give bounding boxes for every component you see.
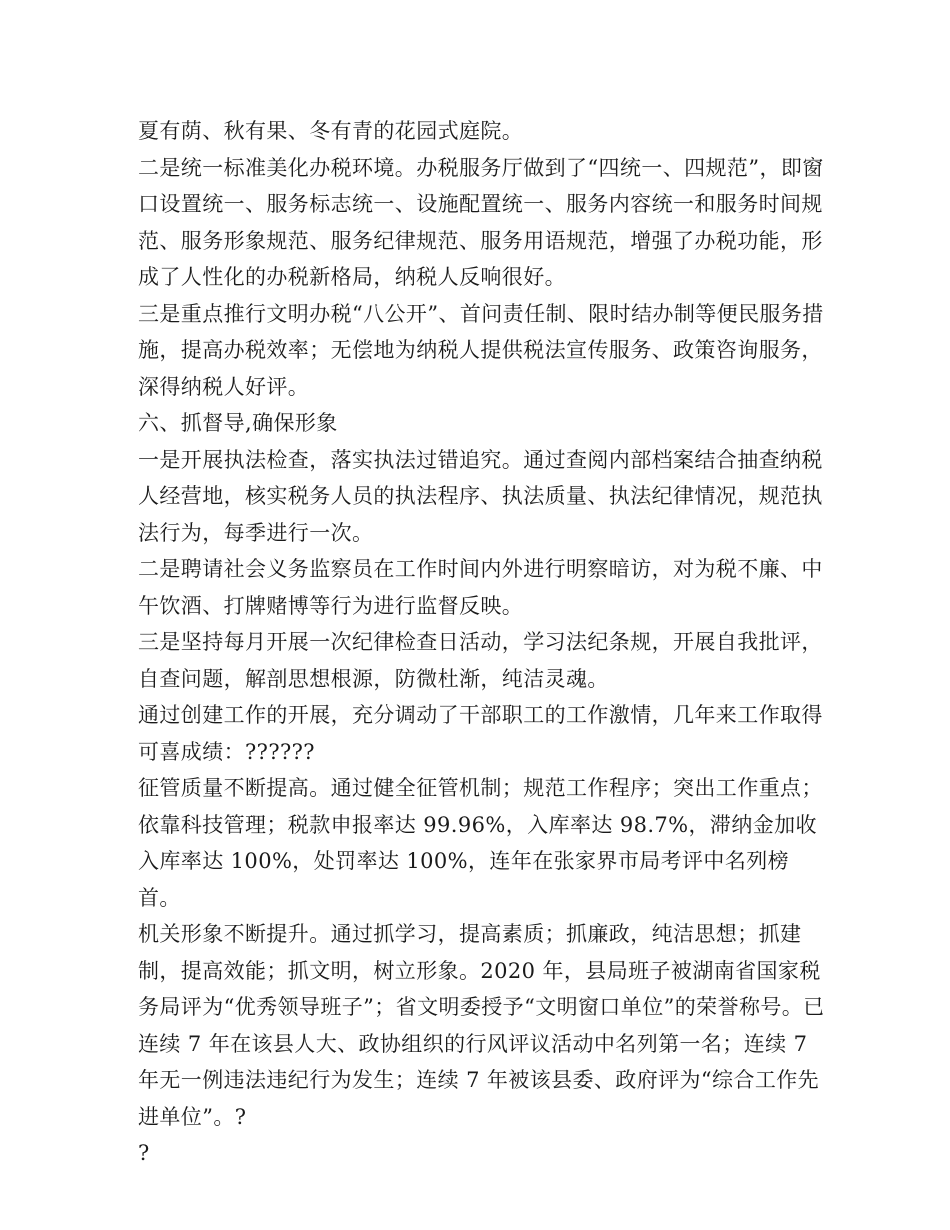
paragraph-discipline-day: 三是坚持每月开展一次纪律检查日活动，学习法纪条规，开展自我批评，自查问题，解剖思想根源，防微杜渐，纯洁灵魂。 bbox=[138, 630, 823, 691]
paragraph-agency-image: 机关形象不断提升。通过抓学习，提高素质；抓廉政，纯洁思想；抓建制，提高效能；抓文明，树立形象。2020 年，县局班子被湖南省国家税务局评为“优秀领导班子”；省文明委授予“文明窗口单位”的荣誉称号。已连续 7 年在该县人大、政协组织的行风评议活动中名列第一名；连续 7 年无一例违法违纪行为发生；连续 7 年被该县委、政府评为“综合工作先进单位”。? bbox=[138, 922, 825, 1129]
document-body bbox=[138, 113, 828, 1172]
paragraph-collection-quality: 征管质量不断提高。通过健全征管机制；规范工作程序；突出工作重点；依靠科技管理；税款申报率达 99.96%，入库率达 98.7%，滞纳金加收入库率达 100%，处罚率达 100%，连年在张家界市局考评中名列榜首。 bbox=[138, 776, 823, 910]
section-heading-supervision: 六、抓督导,确保形象 bbox=[138, 411, 338, 435]
paragraph-civilized-service: 三是重点推行文明办税“八公开”、首问责任制、限时结办制等便民服务措施，提高办税效率；无偿地为纳税人提供税法宣传服务、政策咨询服务，深得纳税人好评。 bbox=[138, 301, 824, 399]
paragraph-achievements-intro: 通过创建工作的开展，充分调动了干部职工的工作激情，几年来工作取得可喜成绩：?????? bbox=[138, 703, 823, 764]
paragraph-trailing-mark: ? bbox=[138, 1141, 150, 1165]
paragraph-law-enforcement-check: 一是开展执法检查，落实执法过错追究。通过查阅内部档案结合抽查纳税人经营地，核实税务人员的执法程序、执法质量、执法纪律情况，规范执法行为，每季进行一次。 bbox=[138, 447, 823, 545]
paragraph-environment-standards: 二是统一标准美化办税环境。办税服务厅做到了“四统一、四规范”，即窗口设置统一、服务标志统一、设施配置统一、服务内容统一和服务时间规范、服务形象规范、服务纪律规范、服务用语规范，增强了办税功能，形成了人性化的办税新格局，纳税人反响很好。 bbox=[138, 155, 824, 289]
paragraph-garden-courtyard: 夏有荫、秋有果、冬有青的花园式庭院。 bbox=[138, 119, 524, 143]
paragraph-social-inspectors: 二是聘请社会义务监察员在工作时间内外进行明察暗访，对为税不廉、中午饮酒、打牌赌博等行为进行监督反映。 bbox=[138, 557, 823, 618]
